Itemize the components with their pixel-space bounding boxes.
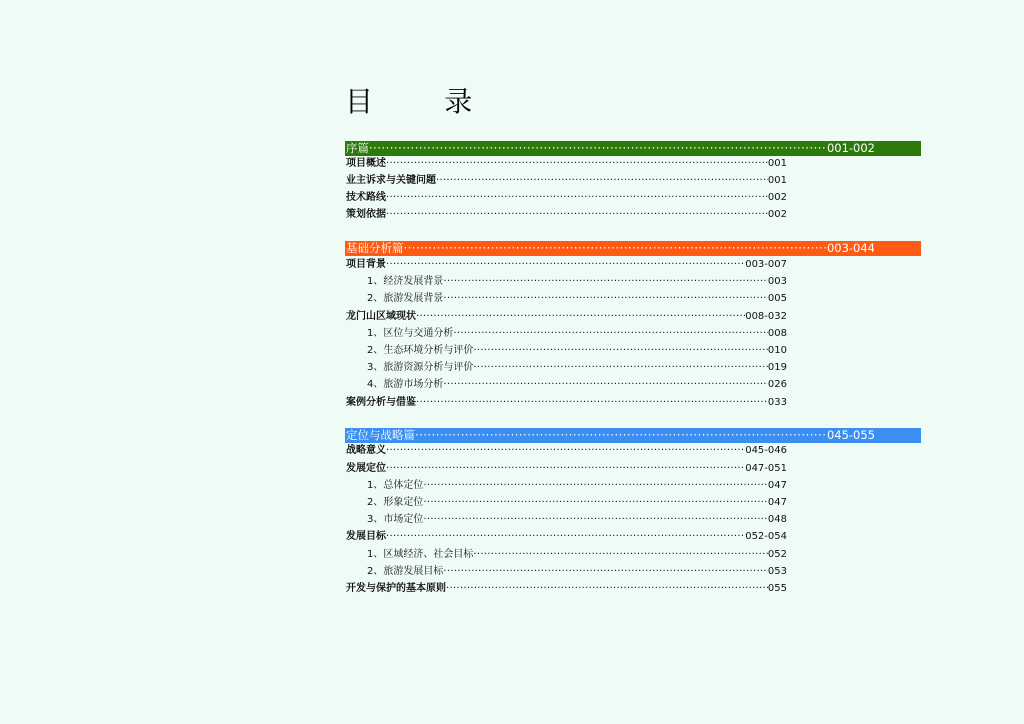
leader-dots [404,241,827,256]
toc-subentry[interactable] [367,513,787,527]
entry-label: 业主诉求与关键问题 [346,175,436,186]
entry-label: 发展目标 [346,531,386,542]
toc-entry[interactable] [346,157,787,171]
entry-page: 010 [767,345,787,356]
section-label: 基础分析篇 [346,241,404,255]
entry-label: 4、旅游市场分析 [367,379,444,390]
leader-dots [415,428,827,443]
entry-page: 047 [767,480,787,491]
leader-dots [436,174,768,188]
entry-page: 052-054 [745,531,787,542]
toc-entry[interactable] [346,310,787,324]
entry-label: 龙门山区域现状 [346,311,416,322]
leader-dots [443,275,768,289]
entry-page: 001 [767,175,787,186]
leader-dots [423,513,768,527]
leader-dots [473,344,768,358]
section-header-analysis[interactable] [345,241,921,256]
leader-dots [423,496,768,510]
leader-dots [416,396,768,410]
leader-dots [386,462,745,476]
section-page-range: 045-055 [826,428,875,442]
toc-entry[interactable] [346,396,787,410]
toc-subentry[interactable] [367,361,787,375]
toc-entry[interactable] [346,191,787,205]
entry-page: 048 [767,514,787,525]
entry-page: 047-051 [745,463,787,474]
entry-page: 003 [767,276,787,287]
toc-subentry[interactable] [367,292,787,306]
entry-label: 策划依据 [346,209,386,220]
leader-dots [386,208,768,222]
toc-entry[interactable] [346,582,787,596]
leader-dots [386,191,768,205]
entry-page: 002 [767,192,787,203]
entry-label: 开发与保护的基本原则 [346,583,446,594]
entry-label: 2、旅游发展背景 [367,293,444,304]
leader-dots [443,378,768,392]
entry-page: 008 [767,328,787,339]
entry-label: 1、区位与交通分析 [367,328,454,339]
section-page-range: 003-044 [826,241,875,255]
leader-dots [446,582,768,596]
leader-dots [443,292,768,306]
toc-entry[interactable] [346,462,787,476]
entry-label: 战略意义 [346,445,386,456]
entry-page: 055 [767,583,787,594]
entry-page: 047 [767,497,787,508]
entry-page: 045-046 [745,445,787,456]
toc-subentry[interactable] [367,344,787,358]
entry-label: 项目背景 [346,259,386,270]
entry-label: 2、生态环境分析与评价 [367,345,474,356]
entry-label: 案例分析与借鉴 [346,397,416,408]
leader-dots [386,444,745,458]
leader-dots [453,327,768,341]
toc-entry[interactable] [346,530,787,544]
toc-subentry[interactable] [367,378,787,392]
page-title: 目 录 [345,85,473,118]
section-page-range: 001-002 [826,141,875,155]
toc-entry[interactable] [346,174,787,188]
leader-dots [473,548,768,562]
entry-page: 005 [767,293,787,304]
section-header-strategy[interactable] [345,428,921,443]
toc-subentry[interactable] [367,479,787,493]
toc-entry[interactable] [346,444,787,458]
leader-dots [473,361,768,375]
entry-label: 3、市场定位 [367,514,424,525]
toc-entry[interactable] [346,208,787,222]
entry-page: 053 [767,566,787,577]
toc-subentry[interactable] [367,327,787,341]
entry-label: 发展定位 [346,463,386,474]
leader-dots [443,565,768,579]
toc-subentry[interactable] [367,496,787,510]
entry-label: 技术路线 [346,192,386,203]
entry-label: 项目概述 [346,158,386,169]
leader-dots [423,479,768,493]
toc-entry[interactable] [346,258,787,272]
entry-label: 1、经济发展背景 [367,276,444,287]
section-label: 序篇 [346,141,369,155]
toc-subentry[interactable] [367,275,787,289]
section-label: 定位与战略篇 [346,428,415,442]
toc-subentry[interactable] [367,548,787,562]
entry-page: 001 [767,158,787,169]
entry-page: 052 [767,549,787,560]
leader-dots [416,310,745,324]
toc-subentry[interactable] [367,565,787,579]
entry-label: 2、形象定位 [367,497,424,508]
entry-page: 002 [767,209,787,220]
entry-label: 1、总体定位 [367,480,424,491]
leader-dots [386,258,745,272]
entry-label: 2、旅游发展目标 [367,566,444,577]
entry-label: 3、旅游资源分析与评价 [367,362,474,373]
leader-dots [369,141,827,156]
entry-page: 008-032 [745,311,787,322]
entry-page: 026 [767,379,787,390]
entry-page: 003-007 [745,259,787,270]
leader-dots [386,157,768,171]
entry-label: 1、区域经济、社会目标 [367,549,474,560]
section-header-intro[interactable] [345,141,921,156]
leader-dots [386,530,745,544]
entry-page: 033 [767,397,787,408]
entry-page: 019 [767,362,787,373]
